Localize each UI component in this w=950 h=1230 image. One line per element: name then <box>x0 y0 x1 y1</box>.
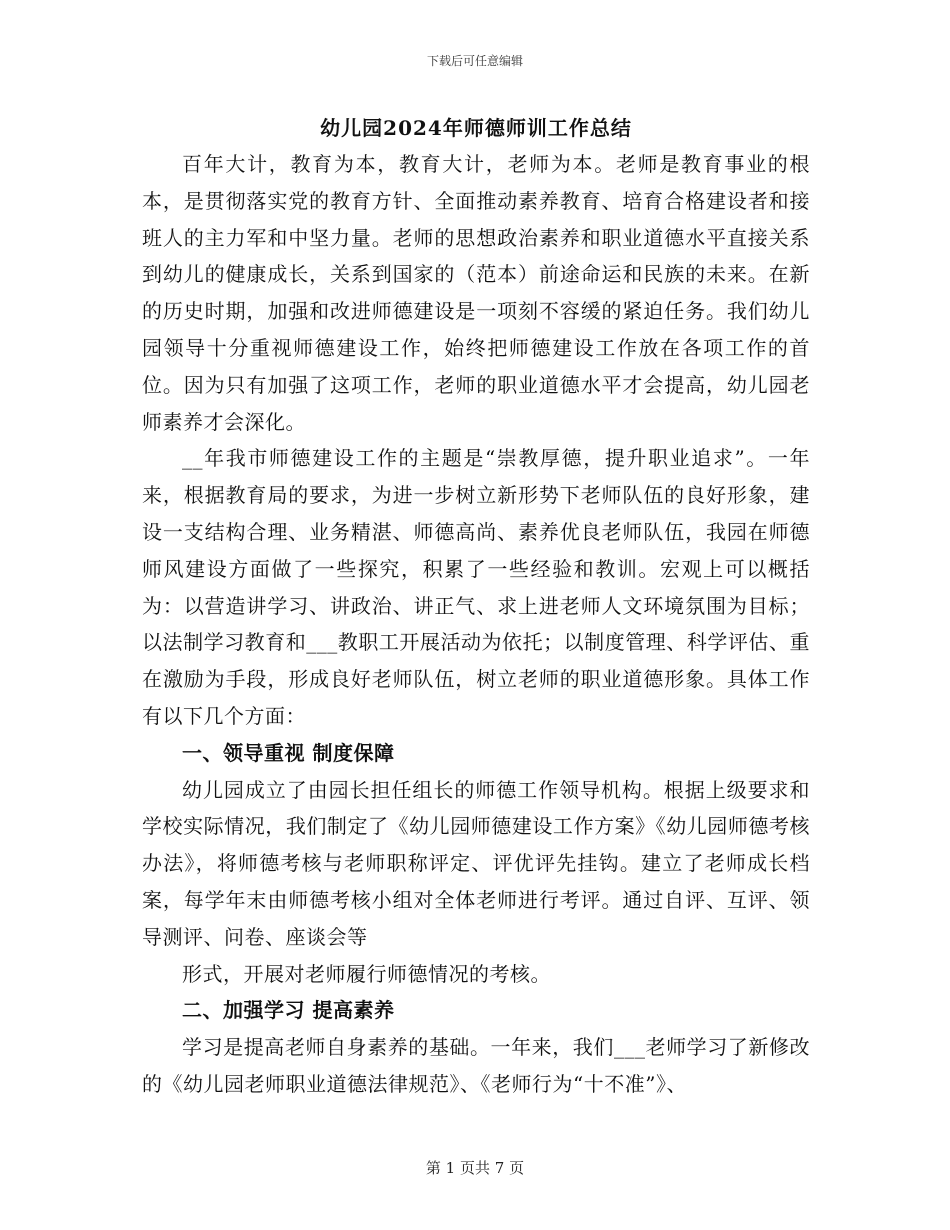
section-2-paragraph: 学习是提高老师自身素养的基础。一年来，我们___老师学习了新修改的《幼儿园老师职业道德法律规范》、《老师行为“十不准”》、 <box>142 1035 810 1096</box>
section-1-paragraph-continued: 形式，开展对老师履行师德情况的考核。 <box>182 961 551 986</box>
intro-paragraph: 百年大计，教育为本，教育大计，老师为本。老师是教育事业的根本，是贯彻落实党的教育方针、全面推动素养教育、培育合格建设者和接班人的主力军和中坚力量。老师的思想政治素养和职业道德水平直接关系到幼儿的健康成长，关系到国家的（范本）前途命运和民族的未来。在新的历史时期，加强和改进师德建设是一项刻不容缓的紧迫任务。我们幼儿园领导十分重视师德建设工作，始终把师德建设工作放在各项工作的首位。因为只有加强了这项工作，老师的职业道德水平才会提高，幼儿园老师素养才会深化。 <box>142 152 810 434</box>
section-2-heading: 二、加强学习 提高素养 <box>182 998 395 1023</box>
document-title: 幼儿园2024年师德师训工作总结 <box>320 116 632 140</box>
document-body <box>142 146 810 1103</box>
page-number-footer: 第 1 页共 7 页 <box>425 1159 525 1177</box>
section-1-paragraph: 幼儿园成立了由园长担任组长的师德工作领导机构。根据上级要求和学校实际情况，我们制定了《幼儿园师德建设工作方案》《幼儿园师德考核办法》，将师德考核与老师职称评定、评优评先挂钩。建立了老师成长档案，每学年末由师德考核小组对全体老师进行考评。通过自评、互评、领导测评、问卷、座谈会等 <box>142 777 810 949</box>
section-1-heading: 一、领导重视 制度保障 <box>182 740 395 765</box>
theme-paragraph: __年我市师德建设工作的主题是“崇教厚德，提升职业追求”。一年来，根据教育局的要求，为进一步树立新形势下老师队伍的良好形象，建设一支结构合理、业务精湛、师德高尚、素养优良老师队伍，我园在师德师风建设方面做了一些探究，积累了一些经验和教训。宏观上可以概括为：以营造讲学习、讲政治、讲正气、求上进老师人文环境氛围为目标；以法制学习教育和___教职工开展活动为依托；以制度管理、科学评估、重在激励为手段，形成良好老师队伍，树立老师的职业道德形象。具体工作有以下几个方面： <box>142 446 810 728</box>
page-header-note: 下载后可任意编辑 <box>426 54 523 68</box>
